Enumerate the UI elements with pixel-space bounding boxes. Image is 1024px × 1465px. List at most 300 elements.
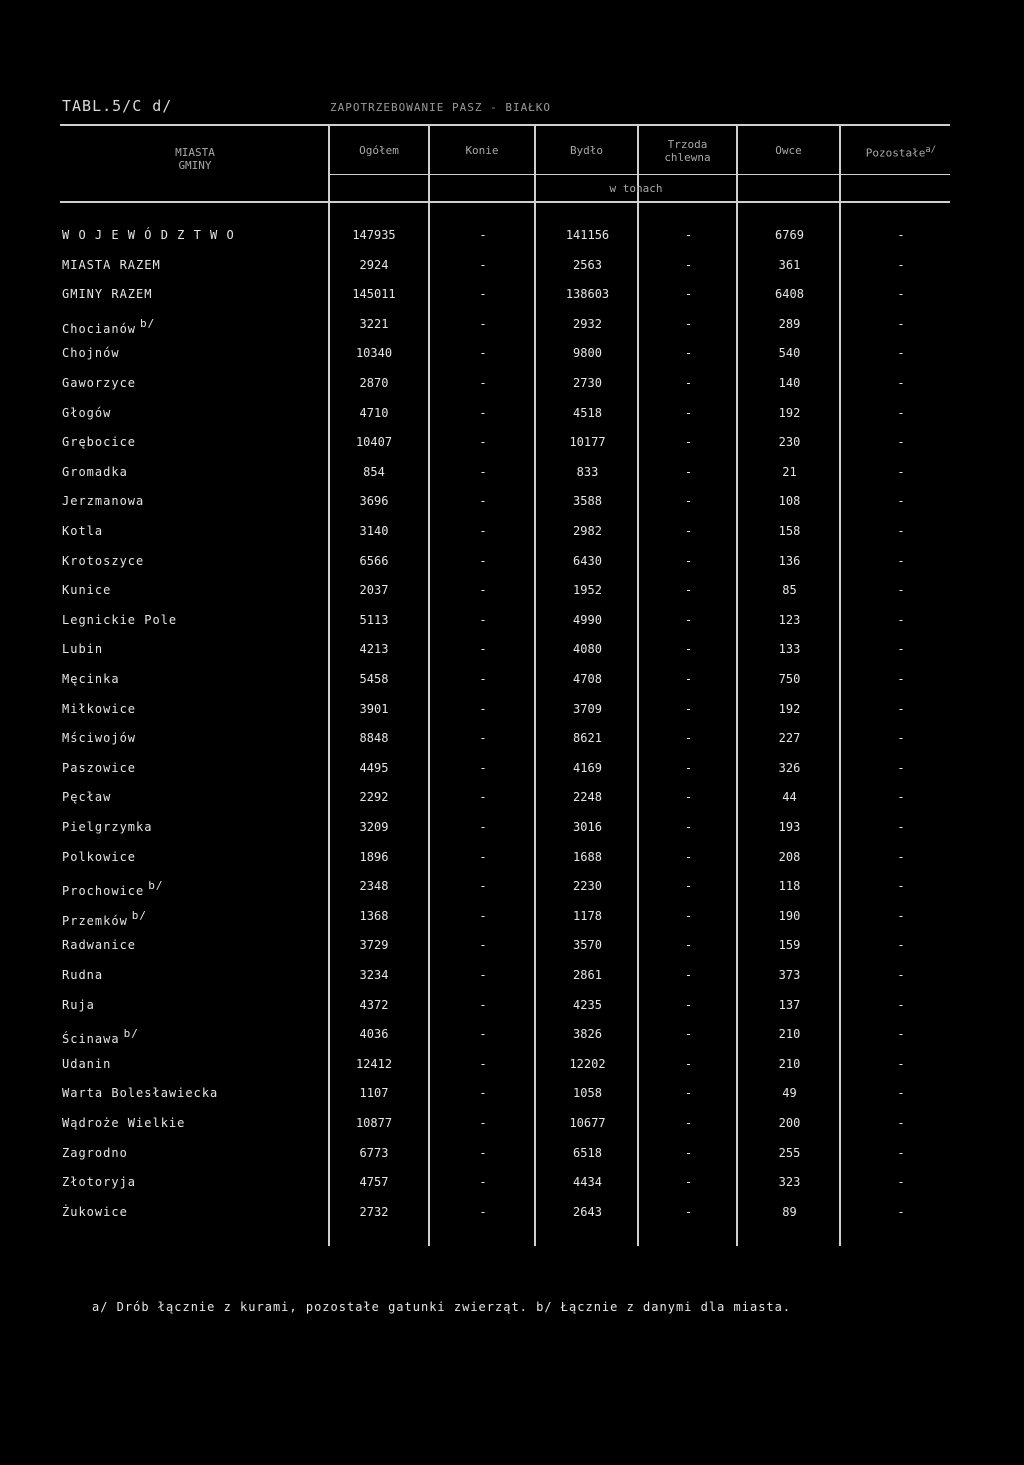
row-name-text: Jerzmanowa bbox=[62, 494, 145, 509]
cell-trzoda: - bbox=[684, 1086, 693, 1101]
row-name bbox=[62, 968, 103, 982]
cell-bydlo: 2643 bbox=[573, 1204, 602, 1219]
cell-pozostale: - bbox=[897, 760, 905, 775]
cell-konie: - bbox=[479, 672, 487, 686]
table-row bbox=[0, 1205, 1024, 1225]
table-row bbox=[0, 702, 1024, 722]
row-name-text: Ścinawa bbox=[62, 1032, 120, 1047]
cell-trzoda: - bbox=[684, 1056, 693, 1071]
cell-trzoda: - bbox=[684, 997, 693, 1012]
table-row bbox=[0, 1146, 1024, 1166]
row-name bbox=[62, 998, 95, 1012]
row-name-text: Mściwojów bbox=[62, 731, 137, 746]
row-name-text: Głogów bbox=[62, 405, 112, 420]
table-row bbox=[0, 524, 1024, 544]
row-name-text: Ruja bbox=[62, 997, 95, 1012]
cell-owce: 192 bbox=[778, 701, 801, 716]
cell-konie: - bbox=[479, 346, 487, 361]
row-footnote-ref: b/ bbox=[131, 908, 148, 922]
cell-pozostale: - bbox=[897, 464, 905, 479]
cell-konie: - bbox=[479, 642, 487, 657]
cell-pozostale: - bbox=[897, 1056, 905, 1071]
row-footnote-ref: b/ bbox=[140, 316, 156, 330]
cell-owce: 49 bbox=[782, 1086, 797, 1101]
table-row bbox=[0, 938, 1024, 958]
cell-bydlo: 138603 bbox=[565, 287, 610, 302]
cell-konie: - bbox=[479, 879, 487, 894]
cell-konie: - bbox=[479, 405, 487, 420]
cell-konie: - bbox=[479, 849, 487, 864]
row-name-text: Kotla bbox=[62, 524, 104, 538]
header-owce: Owce bbox=[775, 144, 802, 157]
cell-ogolem: 10407 bbox=[355, 435, 393, 450]
header-trzoda: Trzoda chlewna bbox=[664, 138, 711, 164]
cell-ogolem: 145011 bbox=[352, 287, 396, 302]
cell-owce: 85 bbox=[782, 583, 797, 598]
cell-ogolem: 3901 bbox=[359, 701, 389, 716]
table-row bbox=[0, 642, 1024, 662]
row-name bbox=[62, 317, 155, 336]
row-name bbox=[62, 435, 136, 449]
row-name bbox=[62, 702, 136, 716]
cell-bydlo: 3588 bbox=[573, 494, 602, 509]
row-name bbox=[62, 524, 103, 538]
row-name-text: MIASTA RAZEM bbox=[62, 257, 161, 272]
footnote: a/ Drób łącznie z kurami, pozostałe gatunki zwierząt. b/ Łącznie z danymi dla miasta. bbox=[92, 1300, 792, 1314]
row-name-text: Grębocice bbox=[62, 435, 137, 450]
row-name bbox=[62, 761, 136, 775]
cell-owce: 227 bbox=[778, 731, 801, 746]
table-row bbox=[0, 879, 1024, 899]
table-row bbox=[0, 346, 1024, 366]
cell-bydlo: 1058 bbox=[573, 1086, 602, 1101]
row-name-text: Rudna bbox=[62, 968, 104, 982]
cell-konie: - bbox=[479, 908, 487, 923]
cell-bydlo: 4990 bbox=[573, 612, 602, 627]
cell-trzoda: - bbox=[684, 346, 693, 361]
cell-owce: 210 bbox=[778, 1056, 801, 1071]
row-name-text: Lubin bbox=[62, 642, 104, 657]
row-name-text: Paszowice bbox=[62, 760, 137, 775]
cell-pozostale: - bbox=[897, 672, 905, 686]
cell-pozostale: - bbox=[897, 376, 905, 390]
cell-pozostale: - bbox=[897, 820, 905, 834]
cell-owce: 6769 bbox=[775, 228, 804, 242]
row-name bbox=[62, 406, 111, 420]
cell-trzoda: - bbox=[684, 257, 693, 272]
row-name bbox=[62, 642, 103, 656]
table-row bbox=[0, 554, 1024, 574]
row-name-text: Wądroże Wielkie bbox=[62, 1116, 186, 1130]
cell-trzoda: - bbox=[684, 316, 693, 331]
cell-ogolem: 3729 bbox=[359, 938, 389, 953]
cell-ogolem: 4372 bbox=[359, 997, 389, 1012]
table-row bbox=[0, 258, 1024, 278]
row-name bbox=[62, 1116, 185, 1130]
row-name bbox=[62, 1086, 218, 1100]
table-subtitle: ZAPOTRZEBOWANIE PASZ - BIAŁKO bbox=[330, 101, 552, 114]
table-row bbox=[0, 672, 1024, 692]
cell-konie: - bbox=[479, 228, 487, 242]
row-name bbox=[62, 1205, 128, 1219]
row-name-text: Udanin bbox=[62, 1056, 112, 1071]
row-name-text: Przemków bbox=[62, 913, 128, 928]
cell-bydlo: 4235 bbox=[573, 997, 602, 1012]
cell-pozostale: - bbox=[897, 257, 905, 272]
cell-konie: - bbox=[479, 583, 487, 598]
row-name bbox=[62, 850, 136, 864]
cell-trzoda: - bbox=[684, 405, 693, 420]
cell-owce: 289 bbox=[778, 316, 801, 331]
cell-konie: - bbox=[479, 731, 487, 746]
row-name-text: Pęcław bbox=[62, 790, 112, 805]
cell-konie: - bbox=[479, 1056, 487, 1071]
cell-owce: 208 bbox=[778, 849, 801, 864]
cell-bydlo: 3570 bbox=[573, 938, 602, 953]
table-row bbox=[0, 1027, 1024, 1047]
cell-pozostale: - bbox=[897, 731, 905, 746]
cell-trzoda: - bbox=[684, 524, 693, 538]
row-name-text: Prochowice bbox=[62, 884, 145, 899]
table-row bbox=[0, 228, 1024, 248]
row-name bbox=[62, 879, 164, 898]
row-name bbox=[62, 376, 136, 390]
cell-konie: - bbox=[479, 287, 487, 302]
row-name-text: Złotoryja bbox=[62, 1175, 137, 1190]
cell-ogolem: 4213 bbox=[359, 642, 389, 657]
cell-trzoda: - bbox=[684, 553, 693, 568]
cell-bydlo: 1178 bbox=[573, 908, 602, 923]
cell-trzoda: - bbox=[684, 908, 693, 923]
cell-konie: - bbox=[479, 464, 487, 479]
row-name-text: Legnickie Pole bbox=[62, 612, 178, 627]
cell-konie: - bbox=[479, 1204, 487, 1219]
cell-ogolem: 2037 bbox=[359, 583, 389, 598]
cell-pozostale: - bbox=[897, 287, 905, 302]
cell-ogolem: 3696 bbox=[359, 494, 389, 509]
cell-trzoda: - bbox=[684, 464, 693, 479]
cell-pozostale: - bbox=[897, 316, 905, 331]
cell-owce: 108 bbox=[778, 494, 801, 509]
cell-owce: 750 bbox=[778, 672, 801, 686]
cell-ogolem: 4710 bbox=[359, 405, 389, 420]
table-row bbox=[0, 317, 1024, 337]
cell-trzoda: - bbox=[684, 1027, 693, 1042]
cell-konie: - bbox=[479, 257, 487, 272]
cell-pozostale: - bbox=[897, 346, 905, 361]
cell-bydlo: 2861 bbox=[573, 968, 602, 982]
cell-owce: 158 bbox=[778, 524, 801, 538]
table-row bbox=[0, 465, 1024, 485]
cell-konie: - bbox=[479, 612, 487, 627]
row-name-text: Radwanice bbox=[62, 938, 137, 953]
row-name bbox=[62, 258, 161, 272]
cell-bydlo: 6518 bbox=[573, 1145, 602, 1160]
cell-konie: - bbox=[479, 760, 487, 775]
cell-owce: 255 bbox=[778, 1145, 801, 1160]
row-name-text: Chojnów bbox=[62, 346, 120, 361]
cell-bydlo: 4708 bbox=[573, 672, 602, 686]
cell-konie: - bbox=[479, 553, 487, 568]
cell-ogolem: 3234 bbox=[359, 968, 389, 982]
cell-konie: - bbox=[479, 790, 487, 805]
cell-trzoda: - bbox=[684, 760, 693, 775]
cell-pozostale: - bbox=[897, 968, 905, 982]
cell-owce: 200 bbox=[778, 1116, 801, 1130]
row-name-text: Gaworzyce bbox=[62, 376, 137, 390]
cell-trzoda: - bbox=[684, 968, 693, 982]
cell-bydlo: 1688 bbox=[573, 849, 602, 864]
row-name-text: GMINY RAZEM bbox=[62, 287, 153, 302]
cell-ogolem: 2292 bbox=[359, 790, 389, 805]
cell-trzoda: - bbox=[684, 938, 693, 953]
cell-pozostale: - bbox=[897, 612, 905, 627]
cell-owce: 190 bbox=[778, 908, 801, 923]
cell-konie: - bbox=[479, 1027, 487, 1042]
header-bydlo: Bydło bbox=[569, 144, 604, 157]
cell-bydlo: 6430 bbox=[573, 553, 602, 568]
cell-bydlo: 2248 bbox=[573, 790, 602, 805]
cell-pozostale: - bbox=[897, 701, 905, 716]
row-name bbox=[62, 1175, 136, 1189]
cell-ogolem: 4036 bbox=[359, 1027, 389, 1042]
row-name-text: Krotoszyce bbox=[62, 553, 145, 568]
row-name bbox=[62, 613, 177, 627]
cell-bydlo: 4169 bbox=[573, 760, 602, 775]
cell-bydlo: 2932 bbox=[573, 316, 602, 331]
row-name bbox=[62, 1057, 111, 1071]
cell-pozostale: - bbox=[897, 1175, 905, 1190]
cell-trzoda: - bbox=[684, 790, 693, 805]
cell-ogolem: 1896 bbox=[359, 849, 389, 864]
table-row bbox=[0, 583, 1024, 603]
cell-trzoda: - bbox=[684, 731, 693, 746]
cell-pozostale: - bbox=[897, 553, 905, 568]
header-konie: Konie bbox=[465, 144, 499, 157]
cell-owce: 44 bbox=[782, 790, 797, 805]
header-bottom-rule bbox=[60, 201, 950, 203]
cell-pozostale: - bbox=[897, 405, 905, 420]
cell-bydlo: 3709 bbox=[573, 701, 602, 716]
row-name-text: Gromadka bbox=[62, 464, 128, 479]
cell-owce: 192 bbox=[778, 405, 801, 420]
cell-konie: - bbox=[479, 701, 487, 716]
row-name-text: W O J E W Ó D Z T W O bbox=[62, 228, 235, 242]
cell-ogolem: 3221 bbox=[359, 316, 389, 331]
cell-bydlo: 12202 bbox=[569, 1056, 606, 1071]
cell-bydlo: 10177 bbox=[569, 435, 606, 450]
cell-pozostale: - bbox=[897, 908, 905, 923]
row-name bbox=[62, 465, 128, 479]
cell-owce: 230 bbox=[778, 435, 801, 450]
row-footnote-ref: b/ bbox=[123, 1027, 139, 1041]
row-name bbox=[62, 731, 136, 745]
row-name-text: Męcinka bbox=[62, 672, 120, 686]
cell-ogolem: 2870 bbox=[359, 376, 389, 390]
cell-bydlo: 10677 bbox=[569, 1116, 606, 1130]
row-name bbox=[62, 583, 111, 597]
cell-owce: 21 bbox=[782, 464, 797, 479]
cell-bydlo: 4080 bbox=[573, 642, 602, 657]
cell-bydlo: 3016 bbox=[573, 820, 602, 834]
table-row bbox=[0, 850, 1024, 870]
table-row bbox=[0, 998, 1024, 1018]
cell-owce: 137 bbox=[778, 997, 801, 1012]
cell-konie: - bbox=[479, 1145, 487, 1160]
cell-bydlo: 2730 bbox=[573, 376, 602, 390]
row-name bbox=[62, 287, 152, 301]
cell-konie: - bbox=[479, 376, 487, 390]
cell-pozostale: - bbox=[897, 997, 905, 1012]
table-row bbox=[0, 731, 1024, 751]
cell-trzoda: - bbox=[684, 1145, 693, 1160]
row-name bbox=[62, 820, 152, 834]
cell-owce: 159 bbox=[778, 938, 801, 953]
cell-pozostale: - bbox=[897, 1027, 905, 1042]
cell-bydlo: 2982 bbox=[573, 524, 602, 538]
table-row bbox=[0, 287, 1024, 307]
header-pozostale bbox=[841, 144, 961, 160]
cell-ogolem: 3140 bbox=[359, 524, 389, 538]
cell-trzoda: - bbox=[684, 1175, 693, 1190]
row-footnote-ref: b/ bbox=[148, 879, 164, 893]
row-name bbox=[62, 1146, 128, 1160]
cell-ogolem: 5458 bbox=[359, 672, 389, 686]
cell-bydlo: 833 bbox=[576, 464, 599, 479]
cell-pozostale: - bbox=[897, 642, 905, 657]
cell-ogolem: 12412 bbox=[355, 1056, 393, 1071]
cell-ogolem: 2732 bbox=[359, 1204, 389, 1219]
cell-trzoda: - bbox=[684, 612, 693, 627]
cell-konie: - bbox=[479, 435, 487, 450]
cell-owce: 140 bbox=[778, 376, 801, 390]
cell-ogolem: 6566 bbox=[359, 553, 389, 568]
row-name bbox=[62, 554, 144, 568]
header-miasta-gminy: MIASTA GMINY bbox=[175, 146, 215, 172]
cell-konie: - bbox=[479, 1175, 487, 1190]
table-row bbox=[0, 968, 1024, 988]
cell-pozostale: - bbox=[897, 1086, 905, 1101]
cell-pozostale: - bbox=[897, 790, 905, 805]
table-row bbox=[0, 376, 1024, 396]
table-row bbox=[0, 1175, 1024, 1195]
cell-ogolem: 1107 bbox=[359, 1086, 389, 1101]
cell-bydlo: 2230 bbox=[573, 879, 602, 894]
cell-trzoda: - bbox=[684, 642, 693, 657]
cell-bydlo: 9800 bbox=[573, 346, 602, 361]
cell-pozostale: - bbox=[897, 435, 905, 450]
table-row bbox=[0, 761, 1024, 781]
cell-konie: - bbox=[479, 524, 487, 538]
cell-trzoda: - bbox=[684, 228, 693, 242]
cell-konie: - bbox=[479, 820, 487, 834]
top-rule bbox=[60, 124, 950, 126]
cell-ogolem: 6773 bbox=[359, 1145, 389, 1160]
cell-ogolem: 4757 bbox=[359, 1175, 389, 1190]
cell-owce: 6408 bbox=[775, 287, 804, 302]
row-name bbox=[62, 346, 120, 360]
cell-bydlo: 8621 bbox=[573, 731, 602, 746]
row-name bbox=[62, 1027, 139, 1046]
cell-ogolem: 854 bbox=[363, 464, 385, 479]
cell-ogolem: 2924 bbox=[359, 257, 389, 272]
row-name-text: Polkowice bbox=[62, 849, 137, 864]
cell-konie: - bbox=[479, 494, 487, 509]
cell-ogolem: 147935 bbox=[352, 228, 396, 242]
row-name-text: Zagrodno bbox=[62, 1145, 128, 1160]
cell-ogolem: 10877 bbox=[355, 1116, 393, 1130]
cell-owce: 373 bbox=[778, 968, 801, 982]
row-name-text: Warta Bolesławiecka bbox=[62, 1086, 219, 1101]
cell-bydlo: 141156 bbox=[565, 228, 610, 242]
cell-owce: 133 bbox=[778, 642, 801, 657]
cell-konie: - bbox=[479, 1086, 487, 1101]
row-name-text: Żukowice bbox=[62, 1204, 128, 1219]
cell-pozostale: - bbox=[897, 1116, 905, 1130]
cell-bydlo: 4518 bbox=[573, 405, 602, 420]
row-name-text: Chocianów bbox=[62, 321, 137, 336]
cell-konie: - bbox=[479, 1116, 487, 1130]
cell-owce: 89 bbox=[782, 1204, 797, 1219]
table-row bbox=[0, 1057, 1024, 1077]
cell-pozostale: - bbox=[897, 849, 905, 864]
cell-pozostale: - bbox=[897, 228, 905, 242]
cell-ogolem: 10340 bbox=[355, 346, 393, 361]
cell-owce: 193 bbox=[778, 820, 801, 834]
cell-ogolem: 2348 bbox=[359, 879, 389, 894]
cell-owce: 361 bbox=[778, 257, 801, 272]
cell-owce: 136 bbox=[778, 553, 801, 568]
cell-trzoda: - bbox=[684, 820, 693, 834]
cell-trzoda: - bbox=[684, 376, 693, 390]
cell-pozostale: - bbox=[897, 938, 905, 953]
cell-pozostale: - bbox=[897, 1204, 905, 1219]
table-row bbox=[0, 1086, 1024, 1106]
cell-ogolem: 5113 bbox=[359, 612, 389, 627]
cell-trzoda: - bbox=[684, 879, 693, 894]
row-name bbox=[62, 909, 147, 928]
table-row bbox=[0, 406, 1024, 426]
cell-trzoda: - bbox=[684, 435, 693, 450]
cell-owce: 123 bbox=[778, 612, 801, 627]
table-row bbox=[0, 820, 1024, 840]
header-pozostale-sup: a/ bbox=[925, 145, 937, 155]
cell-bydlo: 2563 bbox=[573, 257, 602, 272]
row-name bbox=[62, 494, 144, 508]
cell-trzoda: - bbox=[684, 701, 693, 716]
row-name bbox=[62, 938, 136, 952]
cell-trzoda: - bbox=[684, 672, 693, 686]
header-unit: w tonach bbox=[609, 182, 663, 195]
cell-ogolem: 4495 bbox=[359, 760, 389, 775]
cell-owce: 326 bbox=[778, 760, 801, 775]
table-caption: TABL.5/C d/ bbox=[62, 97, 173, 115]
cell-pozostale: - bbox=[897, 524, 905, 538]
cell-owce: 118 bbox=[778, 879, 801, 894]
row-name bbox=[62, 790, 111, 804]
cell-pozostale: - bbox=[897, 1145, 905, 1160]
cell-trzoda: - bbox=[684, 1204, 693, 1219]
table-row bbox=[0, 1116, 1024, 1136]
cell-bydlo: 1952 bbox=[573, 583, 602, 598]
row-name-text: Pielgrzymka bbox=[62, 820, 153, 834]
cell-konie: - bbox=[479, 316, 487, 331]
cell-pozostale: - bbox=[897, 494, 905, 509]
table-row bbox=[0, 494, 1024, 514]
cell-ogolem: 1368 bbox=[359, 908, 389, 923]
cell-trzoda: - bbox=[684, 1116, 693, 1130]
header-ogolem: Ogółem bbox=[359, 144, 399, 157]
